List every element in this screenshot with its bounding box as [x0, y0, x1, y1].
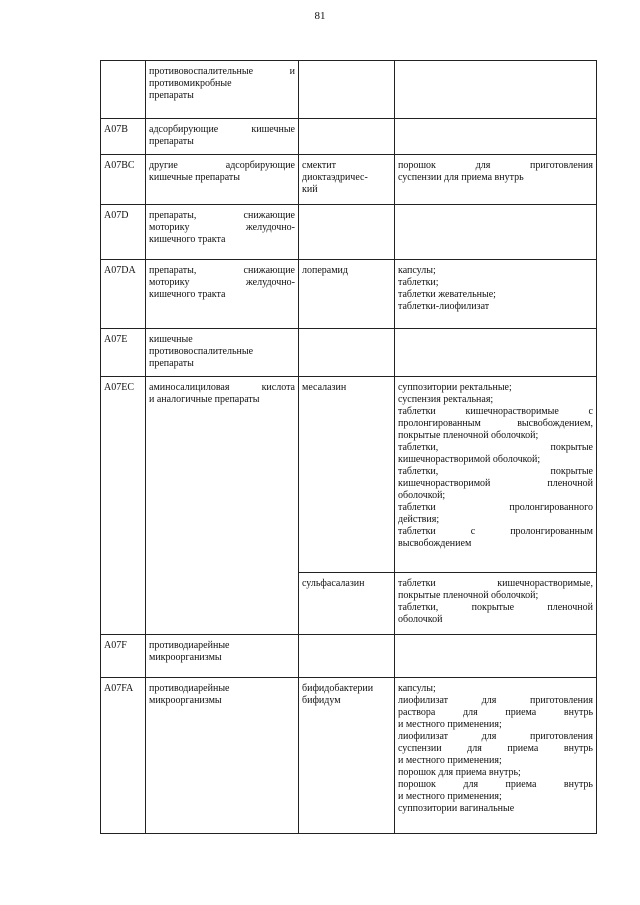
group-name-cell — [146, 678, 299, 834]
drug-name-cell — [299, 635, 395, 678]
cell-line: кишечнорастворимой пленочной — [398, 478, 593, 489]
cell-line: кишечнорастворимой оболочкой; — [398, 454, 541, 465]
cell-line: порошок для приема внутрь; — [398, 767, 521, 778]
dosage-forms-cell — [395, 635, 597, 678]
cell-line: оболочкой; — [398, 490, 446, 501]
cell-line: кишечного тракта — [149, 234, 226, 245]
cell-line: капсулы; — [398, 265, 436, 276]
cell-line: капсулы; — [398, 683, 436, 694]
group-name-cell — [146, 260, 299, 329]
atc-code: A07DA — [104, 265, 136, 276]
cell-line: оболочкой — [398, 614, 443, 625]
cell-line: и местного применения; — [398, 755, 502, 766]
cell-line: препараты, снижающие — [149, 265, 295, 276]
cell-line: противовоспалительные и — [149, 66, 295, 77]
cell-line: месалазин — [302, 382, 347, 393]
cell-line: суспензия ректальная; — [398, 394, 494, 405]
cell-line: кишечные — [149, 334, 193, 345]
cell-line: моторику желудочно- — [149, 277, 295, 288]
cell-line: другие адсорбирующие — [149, 160, 295, 171]
atc-code-cell — [101, 260, 146, 329]
cell-line: кишечного тракта — [149, 289, 226, 300]
atc-code: A07E — [104, 334, 128, 345]
table-row — [101, 205, 597, 260]
cell-line: аминосалициловая кислота — [149, 382, 295, 393]
cell-line: покрытые пленочной оболочкой; — [398, 430, 539, 441]
cell-line: микроорганизмы — [149, 695, 222, 706]
cell-line: противовоспалительные — [149, 346, 254, 357]
dosage-forms-cell — [395, 377, 597, 573]
group-name-cell — [146, 61, 299, 119]
cell-line: и местного применения; — [398, 791, 502, 802]
group-name-cell — [146, 377, 299, 573]
drug-name-cell — [299, 573, 395, 635]
dosage-forms-cell — [395, 329, 597, 377]
cell-line: суспензии для приема внутрь — [398, 172, 524, 183]
cell-line: лоперамид — [302, 265, 348, 276]
drug-name-cell — [299, 377, 395, 573]
cell-line: микроорганизмы — [149, 652, 222, 663]
cell-line: диоктаэдричес- — [302, 172, 368, 183]
cell-line: адсорбирующие кишечные — [149, 124, 295, 135]
cell-line: порошок для приема внутрь — [398, 779, 593, 790]
table-row — [101, 61, 597, 119]
cell-line: противодиарейные — [149, 640, 230, 651]
atc-code: A07FA — [104, 683, 134, 694]
cell-line: пролонгированным высвобождением, — [398, 418, 593, 429]
drug-name-cell — [299, 260, 395, 329]
cell-line: высвобождением — [398, 538, 472, 549]
cell-line: таблетки жевательные; — [398, 289, 496, 300]
table-row — [101, 155, 597, 205]
cell-line: препараты — [149, 90, 194, 101]
table-row — [101, 119, 597, 155]
cell-line: сульфасалазин — [302, 578, 365, 589]
cell-line: действия; — [398, 514, 440, 525]
dosage-forms-cell — [395, 678, 597, 834]
dosage-forms-cell — [395, 573, 597, 635]
cell-line: суппозитории вагинальные — [398, 803, 515, 814]
cell-line: таблетки пролонгированного — [398, 502, 593, 513]
cell-line: и местного применения; — [398, 719, 502, 730]
drug-name-cell — [299, 119, 395, 155]
table-row — [101, 635, 597, 678]
atc-code-cell — [101, 119, 146, 155]
atc-code: A07D — [104, 210, 129, 221]
dosage-forms-cell — [395, 119, 597, 155]
dosage-forms-cell — [395, 61, 597, 119]
atc-code-cell — [101, 635, 146, 678]
cell-line: лиофилизат для приготовления — [398, 695, 593, 706]
atc-code: A07EC — [104, 382, 134, 393]
cell-line: таблетки с пролонгированным — [398, 526, 593, 537]
atc-code-cell — [101, 678, 146, 834]
cell-line: таблетки кишечнорастворимые, — [398, 578, 593, 589]
dosage-forms-cell — [395, 155, 597, 205]
cell-line: таблетки-лиофилизат — [398, 301, 490, 312]
drug-name-cell — [299, 61, 395, 119]
page-number: 81 — [314, 10, 326, 22]
group-name-cell — [146, 329, 299, 377]
cell-line: препараты — [149, 358, 194, 369]
drug-name-cell — [299, 155, 395, 205]
drug-name-cell — [299, 678, 395, 834]
atc-code-cell — [101, 205, 146, 260]
group-name-cell — [146, 119, 299, 155]
cell-line: таблетки кишечнорастворимые с — [398, 406, 593, 417]
cell-line: раствора для приема внутрь — [398, 707, 593, 718]
atc-code-cell — [101, 377, 146, 573]
cell-line: таблетки; — [398, 277, 439, 288]
group-name-cell — [146, 573, 299, 635]
cell-line: лиофилизат для приготовления — [398, 731, 593, 742]
cell-line: препараты — [149, 136, 194, 147]
drug-name-cell — [299, 329, 395, 377]
atc-code: A07BC — [104, 160, 135, 171]
cell-line: кий — [302, 184, 318, 195]
cell-line: таблетки, покрытые — [398, 466, 593, 477]
table-row — [101, 260, 597, 329]
cell-line: кишечные препараты — [149, 172, 240, 183]
dosage-forms-cell — [395, 260, 597, 329]
table-row — [101, 573, 597, 635]
group-name-cell — [146, 205, 299, 260]
drug-name-cell — [299, 205, 395, 260]
cell-line: таблетки, покрытые пленочной — [398, 602, 593, 613]
atc-code-cell — [101, 155, 146, 205]
group-name-cell — [146, 155, 299, 205]
atc-code-cell — [101, 61, 146, 119]
cell-line: смектит — [302, 160, 337, 171]
cell-line: порошок для приготовления — [398, 160, 593, 171]
cell-line: противодиарейные — [149, 683, 230, 694]
table-row — [101, 329, 597, 377]
cell-line: бифидобактерии — [302, 683, 374, 694]
drug-classification-table — [100, 60, 597, 834]
cell-line: суппозитории ректальные; — [398, 382, 512, 393]
cell-line: покрытые пленочной оболочкой; — [398, 590, 539, 601]
table-row — [101, 678, 597, 834]
cell-line: таблетки, покрытые — [398, 442, 593, 453]
cell-line: противомикробные — [149, 78, 232, 89]
atc-code-cell — [101, 329, 146, 377]
cell-line: и аналогичные препараты — [149, 394, 260, 405]
dosage-forms-cell — [395, 205, 597, 260]
table-row — [101, 377, 597, 573]
cell-line: моторику желудочно- — [149, 222, 295, 233]
atc-code-cell — [101, 573, 146, 635]
cell-line: суспензии для приема внутрь — [398, 743, 593, 754]
group-name-cell — [146, 635, 299, 678]
atc-code: A07B — [104, 124, 128, 135]
atc-code: A07F — [104, 640, 127, 651]
cell-line: бифидум — [302, 695, 341, 706]
cell-line: препараты, снижающие — [149, 210, 295, 221]
